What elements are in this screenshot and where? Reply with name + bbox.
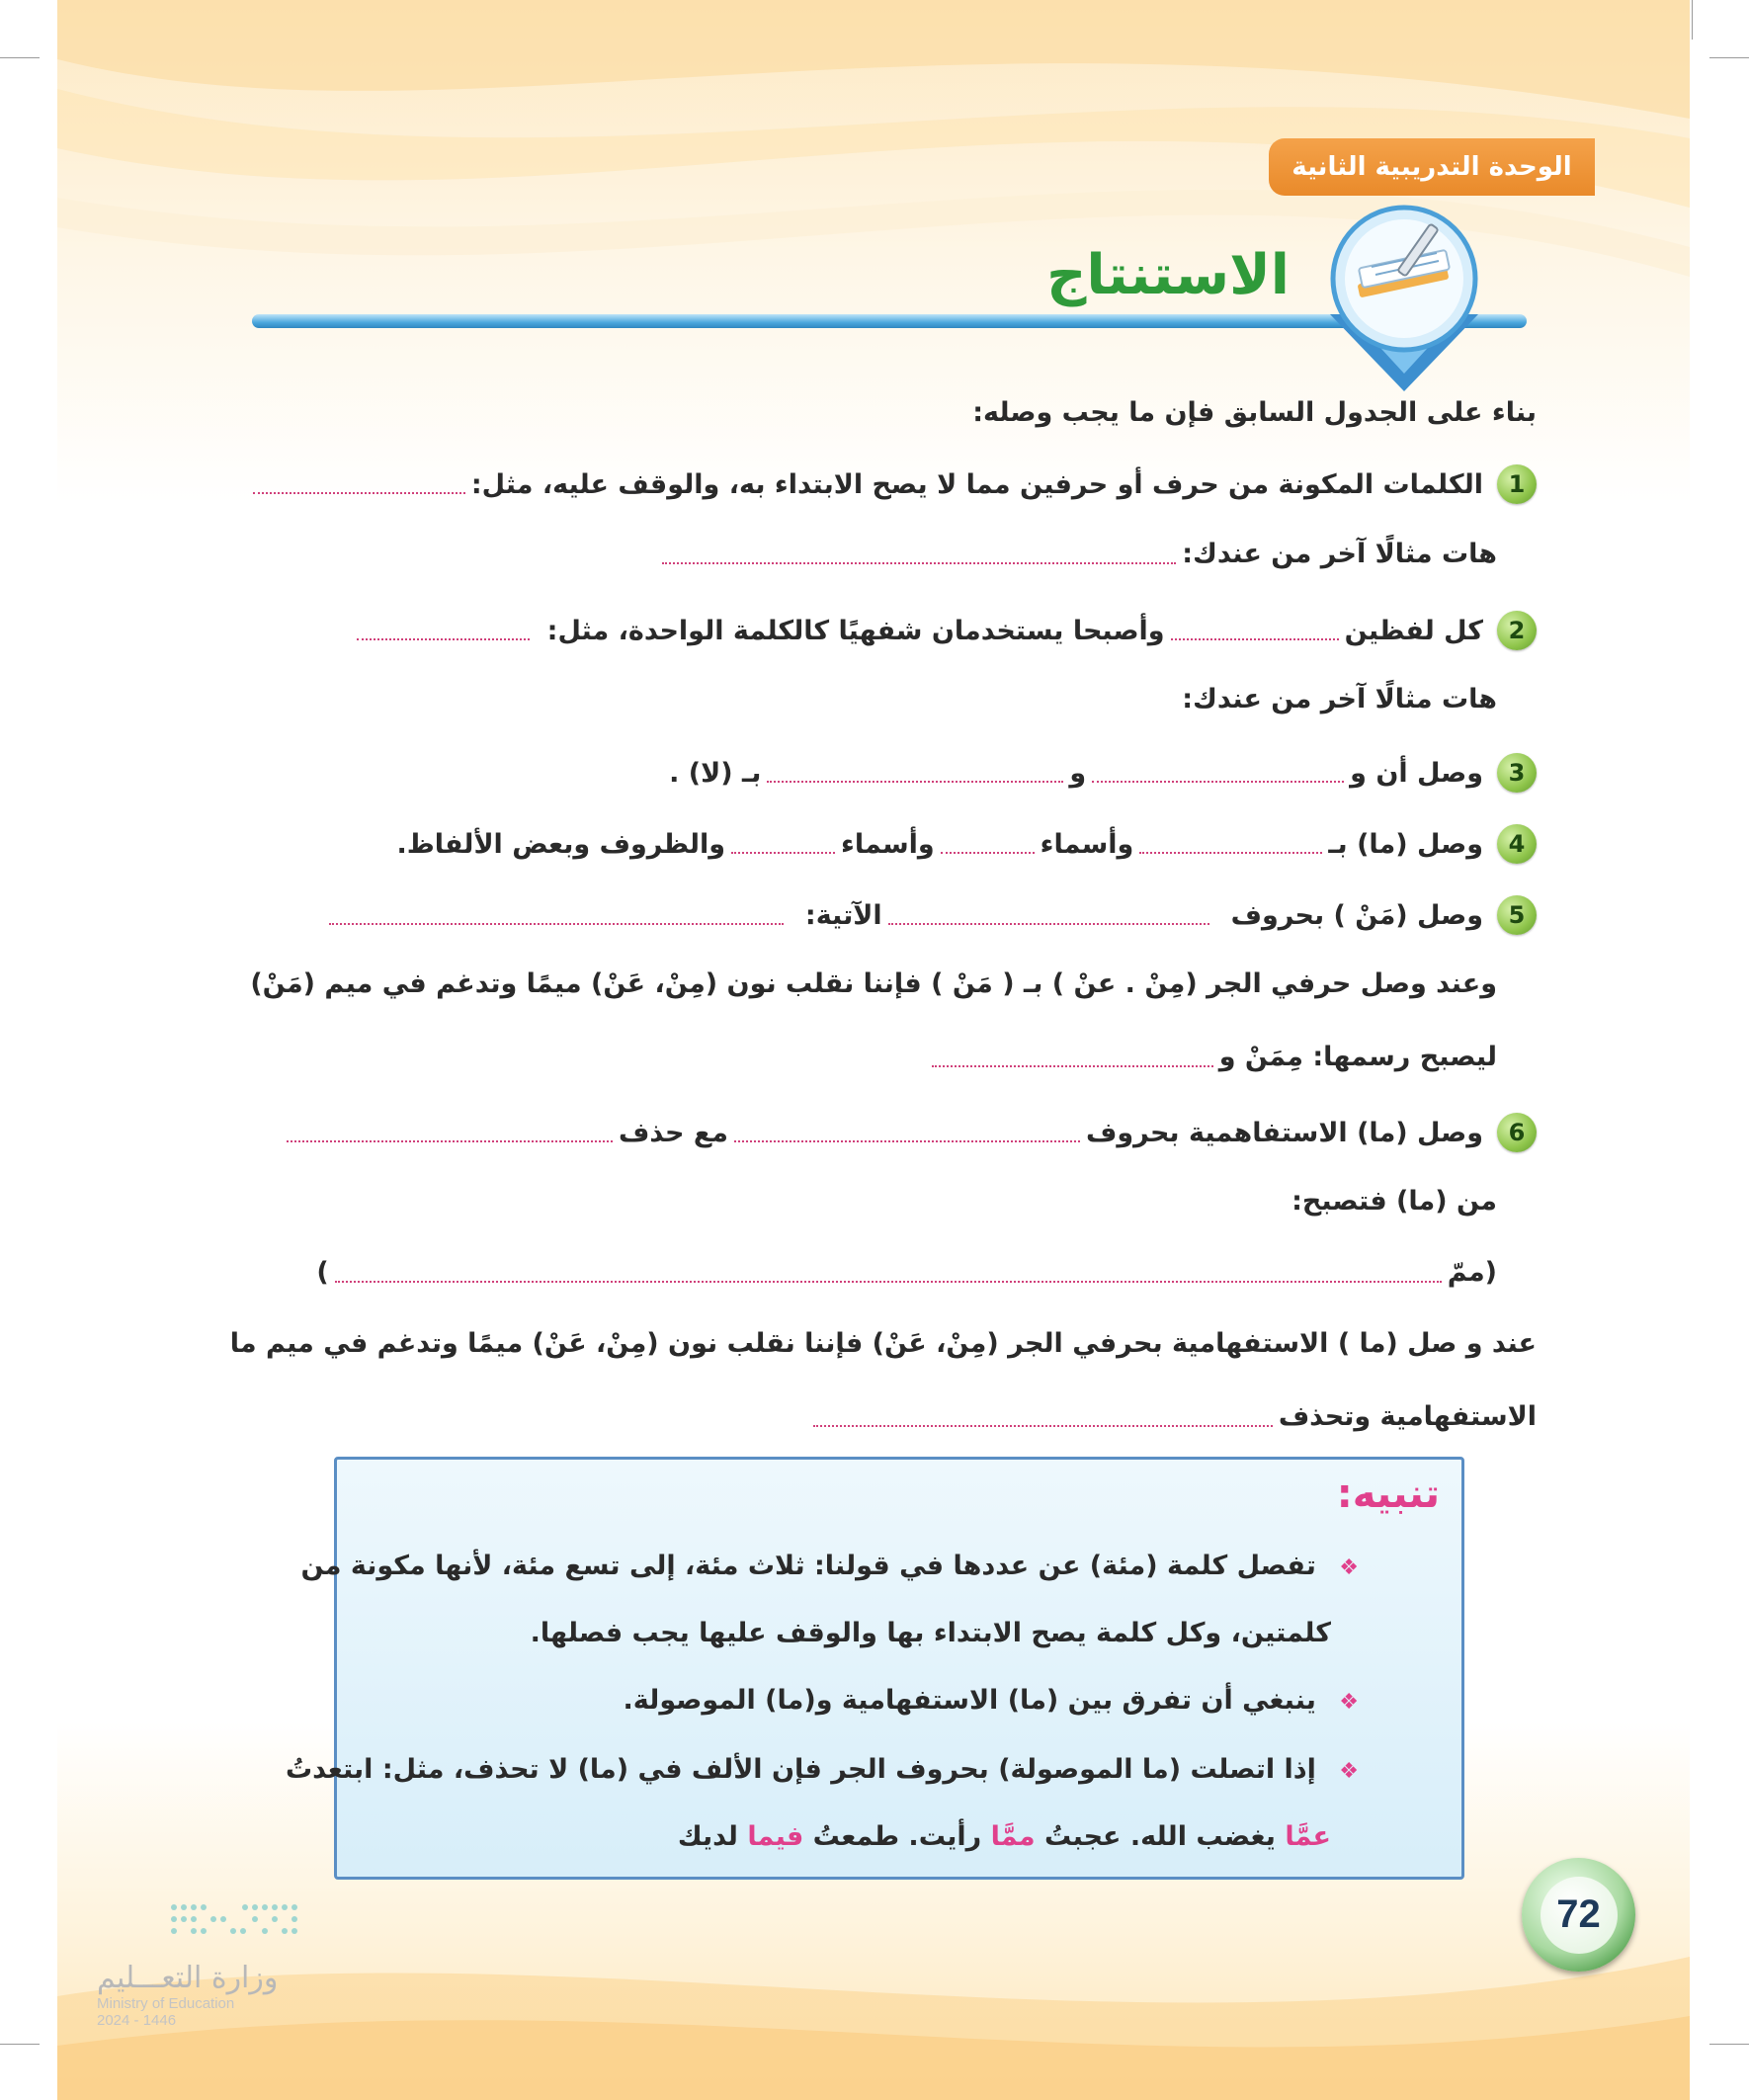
item-2-text-a: كل لفظين <box>1344 615 1483 646</box>
crop-mark <box>1709 2044 1749 2045</box>
note-text: يغضب الله. عجبتُ <box>1035 1821 1286 1852</box>
answer-blank[interactable] <box>1139 834 1322 854</box>
unit-banner: الوحدة التدريبية الثانية <box>1269 138 1595 196</box>
item-number-badge: 2 <box>1497 611 1537 650</box>
note-bullet-3 <box>286 1754 1359 1785</box>
crop-mark <box>0 57 40 58</box>
answer-blank[interactable] <box>813 1407 1273 1427</box>
item-5-text-b: الآتية: <box>804 899 882 931</box>
note-bullet-1 <box>300 1551 1359 1581</box>
crop-mark <box>0 2044 40 2045</box>
highlight-word: فيما <box>747 1821 804 1852</box>
item-3 <box>669 753 1537 793</box>
closing-line-2 <box>807 1401 1537 1432</box>
item-2-sub <box>1182 684 1497 714</box>
note-bullet-3-line-1: إذا اتصلت (ما الموصولة) بحروف الجر فإن الألف في (ما) لا تحذف، مثل: ابتعدتُ <box>286 1754 1316 1785</box>
closing-line-1 <box>230 1328 1537 1359</box>
answer-blank[interactable] <box>287 1123 613 1142</box>
item-3-text-a: وصل أن و <box>1350 757 1483 789</box>
answer-blank[interactable] <box>932 1048 1213 1067</box>
highlight-word: ممَّا <box>990 1821 1036 1852</box>
answer-blank[interactable] <box>662 545 1176 564</box>
item-4-text-b: وأسماء <box>1040 828 1134 860</box>
note-bullet-1-line-1: تفصل كلمة (مئة) عن عددها في قولنا: ثلاث مئة، إلى تسع مئة، لأنها مكونة من <box>300 1551 1316 1581</box>
item-2 <box>351 611 1537 650</box>
notepad-emblem-icon <box>1310 198 1498 395</box>
item-4 <box>396 824 1537 864</box>
item-6-p1 <box>1291 1186 1497 1217</box>
item-number-badge: 4 <box>1497 824 1537 864</box>
item-5-p1 <box>250 968 1497 999</box>
item-6-text-b: مع حذف <box>619 1117 729 1148</box>
closing-text-1: عند و صل (ما ) الاستفهامية بحرفي الجر (مِنْ، عَنْ) فإننا نقلب نون (مِنْ، عَنْ) ميمًا وتدغم في ميم ما <box>229 1328 1537 1359</box>
note-bullet-2-text: ينبغي أن تفرق بين (ما) الاستفهامية و(ما) الموصولة. <box>623 1685 1316 1716</box>
ministry-arabic-name: وزارة التعـــليم <box>97 1961 279 1995</box>
highlight-word: عمَّا <box>1285 1821 1331 1852</box>
page-number: 72 <box>1541 1877 1618 1954</box>
answer-blank[interactable] <box>1171 621 1339 640</box>
item-2-sub-text: هات مثالًا آخر من عندك: <box>1182 684 1497 714</box>
answer-blank[interactable] <box>941 834 1035 854</box>
section-title: الاستنتاج <box>1046 243 1290 307</box>
item-6-p2 <box>316 1257 1497 1288</box>
item-5-paragraph-2: ليصبح رسمها: مِمَنْ و <box>1218 1042 1497 1072</box>
diamond-bullet-icon: ❖ <box>1339 1555 1359 1580</box>
item-6-open: (ممّ <box>1447 1257 1497 1288</box>
note-bullet-2 <box>624 1685 1359 1716</box>
item-number-badge: 3 <box>1497 753 1537 793</box>
item-3-text-b: و <box>1069 757 1087 789</box>
item-5 <box>323 895 1537 935</box>
item-5-p2 <box>926 1042 1497 1072</box>
note-bullet-1-line-2: كلمتين، وكل كلمة يصح الابتداء بها والوقف عليها يجب فصلها. <box>530 1618 1331 1648</box>
item-6-paragraph-1: من (ما) فتصبح: <box>1291 1186 1497 1217</box>
item-6-close: ) <box>316 1257 329 1288</box>
intro-text <box>972 397 1537 428</box>
answer-blank[interactable] <box>767 763 1063 783</box>
item-number-badge: 1 <box>1497 464 1537 504</box>
item-1-sub <box>656 539 1497 569</box>
item-1-text: الكلمات المكونة من حرف أو حرفين مما لا يصح الابتداء به، والوقف عليه، مثل: <box>470 468 1483 500</box>
page-number-badge <box>1522 1858 1635 1972</box>
item-6-text-a: وصل (ما) الاستفاهمية بحروف <box>1086 1117 1483 1148</box>
diamond-bullet-icon: ❖ <box>1339 1690 1359 1715</box>
item-5-paragraph-1: وعند وصل حرفي الجر (مِنْ . عنْ ) بـ ( مَنْ ) فإننا نقلب نون (مِنْ، عَنْ) ميمًا وتدغم في ميم (مَنْ) <box>250 968 1497 999</box>
item-3-text-c: بـ (لا) . <box>669 757 762 789</box>
intro-label: بناء على الجدول السابق فإن ما يجب وصله: <box>972 397 1537 428</box>
ministry-dots-icon <box>97 1897 324 1957</box>
ministry-english-name: Ministry of Education <box>97 1995 235 2012</box>
note-bullet-1-cont <box>531 1618 1331 1648</box>
answer-blank[interactable] <box>1092 763 1344 783</box>
crop-mark <box>1692 0 1693 40</box>
answer-blank[interactable] <box>731 834 835 854</box>
answer-blank[interactable] <box>357 621 530 640</box>
diamond-bullet-icon: ❖ <box>1339 1759 1359 1784</box>
item-5-text-a: وصل (مَنْ ) بحروف <box>1230 899 1483 931</box>
item-4-text-d: والظروف وبعض الألفاظ. <box>396 828 726 860</box>
item-number-badge: 6 <box>1497 1113 1537 1152</box>
ministry-logo <box>97 1897 324 2046</box>
item-2-text-b: وأصبحا يستخدمان شفهيًا كالكلمة الواحدة، مثل: <box>546 615 1165 646</box>
note-title: تنبيه: <box>1336 1471 1440 1517</box>
answer-blank[interactable] <box>329 905 784 925</box>
answer-blank[interactable] <box>734 1123 1080 1142</box>
item-number-badge: 5 <box>1497 895 1537 935</box>
note-box <box>286 1457 1464 1880</box>
note-bullet-3-cont <box>678 1821 1331 1852</box>
answer-blank[interactable] <box>253 474 465 494</box>
answer-blank[interactable] <box>335 1263 1442 1283</box>
closing-text-2: الاستفهامية وتحذف <box>1278 1401 1537 1432</box>
crop-mark <box>1709 57 1749 58</box>
item-4-text-a: وصل (ما) بـ <box>1328 828 1483 860</box>
note-text: لديك <box>677 1821 748 1852</box>
item-1-sub-text: هات مثالًا آخر من عندك: <box>1182 539 1497 569</box>
item-6 <box>281 1113 1537 1152</box>
item-1 <box>247 464 1537 504</box>
item-4-text-c: وأسماء <box>841 828 935 860</box>
note-text: رأيت. طمعتُ <box>803 1821 991 1852</box>
ministry-year: 2024 - 1446 <box>97 2012 177 2029</box>
answer-blank[interactable] <box>888 905 1209 925</box>
